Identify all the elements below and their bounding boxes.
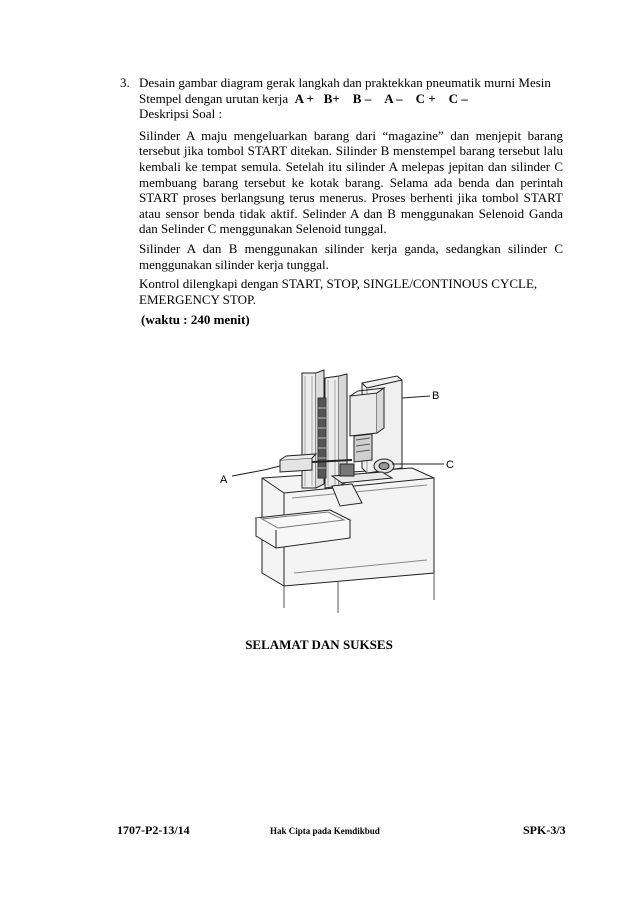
description-heading: Deskripsi Soal : xyxy=(139,106,223,122)
sequence-step: B – xyxy=(352,90,372,106)
sequence-step: A + xyxy=(294,90,314,106)
label-cylinder-a: A xyxy=(220,474,228,486)
question-line-2 xyxy=(139,91,563,107)
sequence-step: A – xyxy=(384,90,403,106)
closing-message: SELAMAT DAN SUKSES xyxy=(245,637,393,652)
question-body xyxy=(139,75,563,328)
machine-illustration xyxy=(212,368,477,622)
paragraph-controls: Kontrol dilengkapi dengan START, STOP, SINGLE/CONTINOUS CYCLE, EMERGENCY STOP. xyxy=(139,276,538,307)
sequence-step: C – xyxy=(448,90,468,106)
paragraph-process: Silinder A maju mengeluarkan barang dari “magazine” dan menjepit barang tersebut jika tombol START ditekan. Silinder B menstempel barang tersebut lalu kembali ke tempat semula. Setelah itu silinder A melepas jepitan dan silinder C membuang barang tersebut ke kotak barang. Selama ada benda dan perintah START proses berlangsung terus menerus. Proses berhenti jika tombol START atau sensor benda tidak aktif. Selinder A dan B menggunakan Selenoid Ganda dan Selinder C menggunakan Selenoid tunggal. xyxy=(139,127,563,237)
sequence-step: B+ xyxy=(323,90,340,106)
footer-page-id: SPK-3/3 xyxy=(523,823,566,837)
question-number: 3. xyxy=(120,75,130,90)
footer-copyright: Hak Cipta pada Kemdikbud xyxy=(270,826,380,836)
description-paragraphs xyxy=(139,128,563,308)
paragraph-cylinders: Silinder A dan B menggunakan silinder kerja ganda, sedangkan silinder C menggunakan silinder kerja tunggal. xyxy=(139,240,563,272)
footer-code: 1707-P2-13/14 xyxy=(117,823,190,837)
question-line-1: Desain gambar diagram gerak langkah dan praktekkan pneumatik murni Mesin xyxy=(139,75,551,90)
label-cylinder-b: B xyxy=(432,390,440,402)
label-cylinder-c: C xyxy=(446,459,454,471)
sequence-step: C + xyxy=(415,90,436,106)
sequence-prefix: Stempel dengan urutan kerja xyxy=(139,90,289,106)
time-allowance: (waktu : 240 menit) xyxy=(141,312,250,328)
